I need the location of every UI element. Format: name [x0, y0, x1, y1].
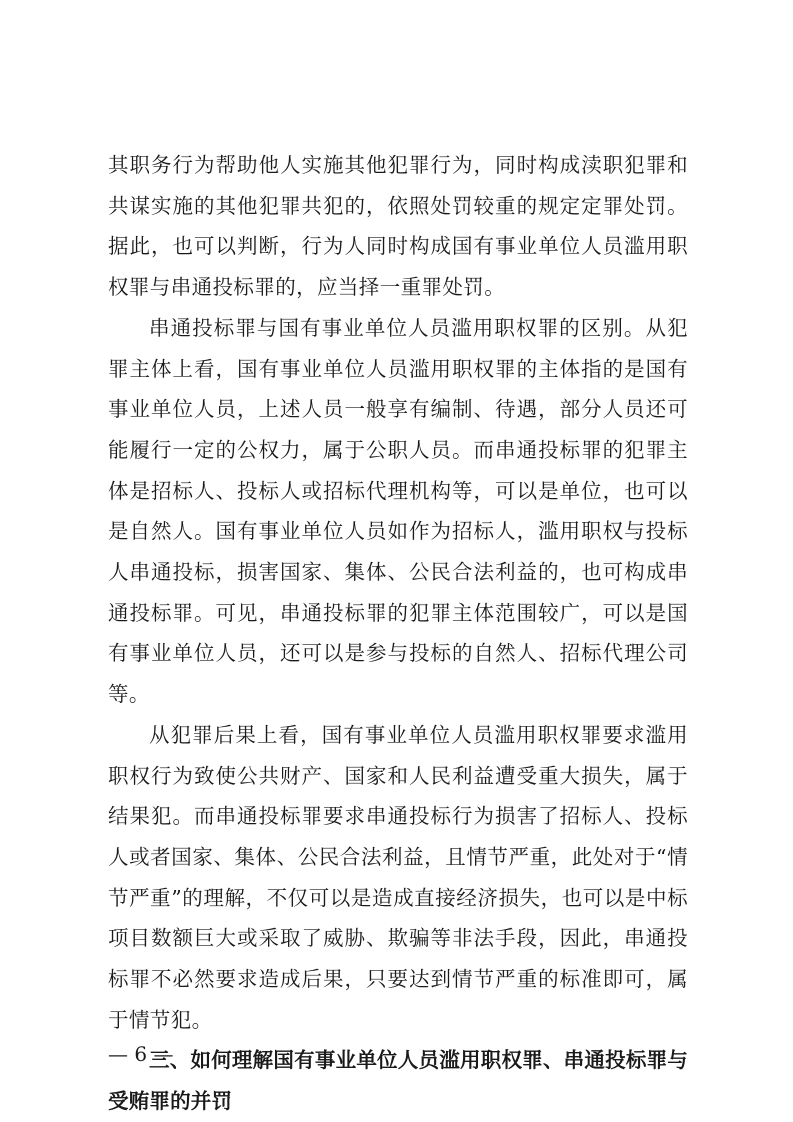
page-number: — 6 — [108, 1042, 174, 1066]
document-body [108, 145, 688, 1122]
paragraph-subject-difference: 串通投标罪与国有事业单位人员滥用职权罪的区别。从犯罪主体上看，国有事业单位人员滥用职权罪的主体指的是国有事业单位人员，上述人员一般享有编制、待遇，部分人员还可能履行一定的公权力，属于公职人员。而串通投标罪的犯罪主体是招标人、投标人或招标代理机构等，可以是单位，也可以是自然人。国有事业单位人员如作为招标人，滥用职权与投标人串通投标，损害国家、集体、公民合法利益的，也可构成串通投标罪。可见，串通投标罪的犯罪主体范围较广，可以是国有事业单位人员，还可以是参与投标的自然人、招标代理公司等。 [108, 315, 688, 707]
paragraph-consequence-difference: 从犯罪后果上看，国有事业单位人员滥用职权罪要求滥用职权行为致使公共财产、国家和人民利益遭受重大损失，属于结果犯。而串通投标罪要求串通投标行为损害了招标人、投标人或者国家、集体、公民合法利益，且情节严重，此处对于“情节严重”的理解，不仅可以是造成直接经济损失，也可以是中标项目数额巨大或采取了威胁、欺骗等非法手段，因此，串通投标罪不必然要求造成后果，只要达到情节严重的标准即可，属于情节犯。 [108, 722, 688, 1032]
section-heading: 三、如何理解国有事业单位人员滥用职权罪、串通投标罪与受贿罪的并罚 [108, 1048, 688, 1114]
paragraph-continuation: 其职务行为帮助他人实施其他犯罪行为，同时构成渎职犯罪和共谋实施的其他犯罪共犯的，依照处罚较重的规定定罪处罚。据此，也可以判断，行为人同时构成国有事业单位人员滥用职权罪与串通投标罪的，应当择一重罪处罚。 [108, 153, 688, 300]
